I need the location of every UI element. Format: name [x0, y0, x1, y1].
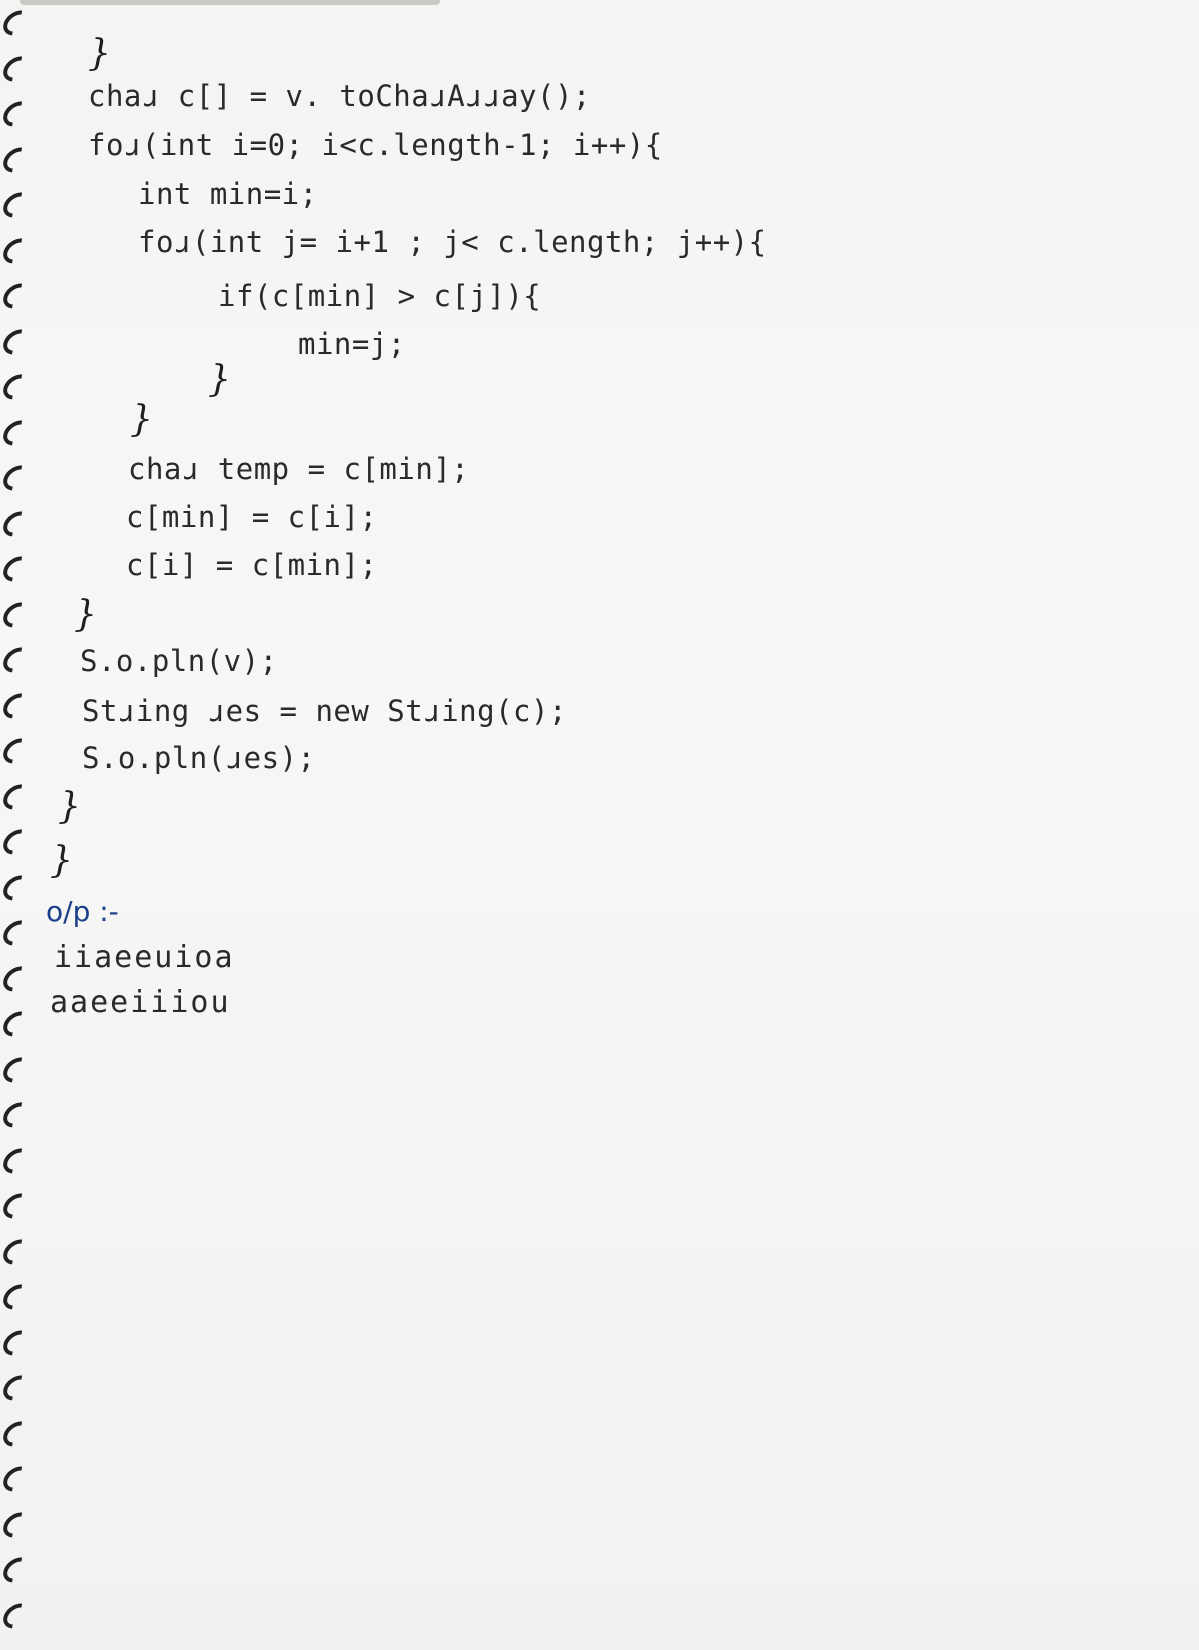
code-line-if-close: }: [208, 359, 231, 400]
code-line-swap-1: c[min] = c[i];: [126, 500, 378, 534]
code-line-print-res: S.o.pln(ɹes);: [82, 741, 316, 775]
output-line-1: iiaeeuioa: [54, 940, 235, 975]
binding-hole: [0, 779, 36, 814]
binding-hole: [0, 5, 36, 40]
binding-hole: [0, 233, 36, 268]
binding-hole: [0, 1188, 36, 1223]
page-top-edge: [20, 0, 440, 5]
code-line-min-assign: min=j;: [298, 327, 406, 361]
binding-hole: [0, 1370, 36, 1405]
binding-hole: [0, 460, 36, 495]
code-line-swap-2: c[i] = c[min];: [126, 548, 378, 582]
binding-hole: [0, 733, 36, 768]
binding-hole: [0, 187, 36, 222]
binding-hole: [0, 1234, 36, 1269]
spiral-binding: [0, 0, 40, 1650]
binding-hole: [0, 51, 36, 86]
binding-hole: [0, 1279, 36, 1314]
code-line-new-string: Stɹing ɹes = new Stɹing(c);: [82, 694, 567, 728]
binding-hole: [0, 597, 36, 632]
output-line-2: aaeeiiiou: [50, 985, 231, 1020]
code-line-outer-for: foɹ(int i=0; i<c.length-1; i++){: [88, 128, 663, 162]
binding-hole: [0, 324, 36, 359]
code-line-inner-for: foɹ(int j= i+1 ; j< c.length; j++){: [138, 225, 767, 259]
binding-hole: [0, 1006, 36, 1041]
binding-hole: [0, 1598, 36, 1633]
binding-hole: [0, 961, 36, 996]
binding-hole: [0, 1461, 36, 1496]
code-line-method-close: }: [58, 786, 81, 827]
code-line-if: if(c[min] > c[j]){: [218, 279, 542, 313]
code-line-temp: chaɹ temp = c[min];: [128, 452, 470, 486]
code-line-outer-for-close: }: [74, 594, 97, 635]
binding-hole: [0, 415, 36, 450]
binding-hole: [0, 1507, 36, 1542]
binding-hole: [0, 551, 36, 586]
code-line-print-v: S.o.pln(v);: [80, 644, 278, 678]
binding-hole: [0, 142, 36, 177]
binding-hole: [0, 1552, 36, 1587]
binding-hole: [0, 688, 36, 723]
code-line-class-close: }: [50, 840, 73, 881]
code-line-char-array: chaɹ c[] = v. toChaɹAɹɹay();: [88, 79, 591, 113]
binding-hole: [0, 1097, 36, 1132]
binding-hole: [0, 870, 36, 905]
code-line-closing-brace: }: [88, 33, 111, 74]
binding-hole: [0, 642, 36, 677]
binding-hole: [0, 1325, 36, 1360]
output-label: o/p :-: [46, 895, 119, 928]
binding-hole: [0, 915, 36, 950]
binding-hole: [0, 1416, 36, 1451]
binding-hole: [0, 824, 36, 859]
binding-hole: [0, 1052, 36, 1087]
code-line-int-min: int min=i;: [138, 177, 318, 211]
binding-hole: [0, 369, 36, 404]
code-line-inner-for-close: }: [130, 399, 153, 440]
binding-hole: [0, 1143, 36, 1178]
binding-hole: [0, 506, 36, 541]
binding-hole: [0, 96, 36, 131]
binding-hole: [0, 278, 36, 313]
